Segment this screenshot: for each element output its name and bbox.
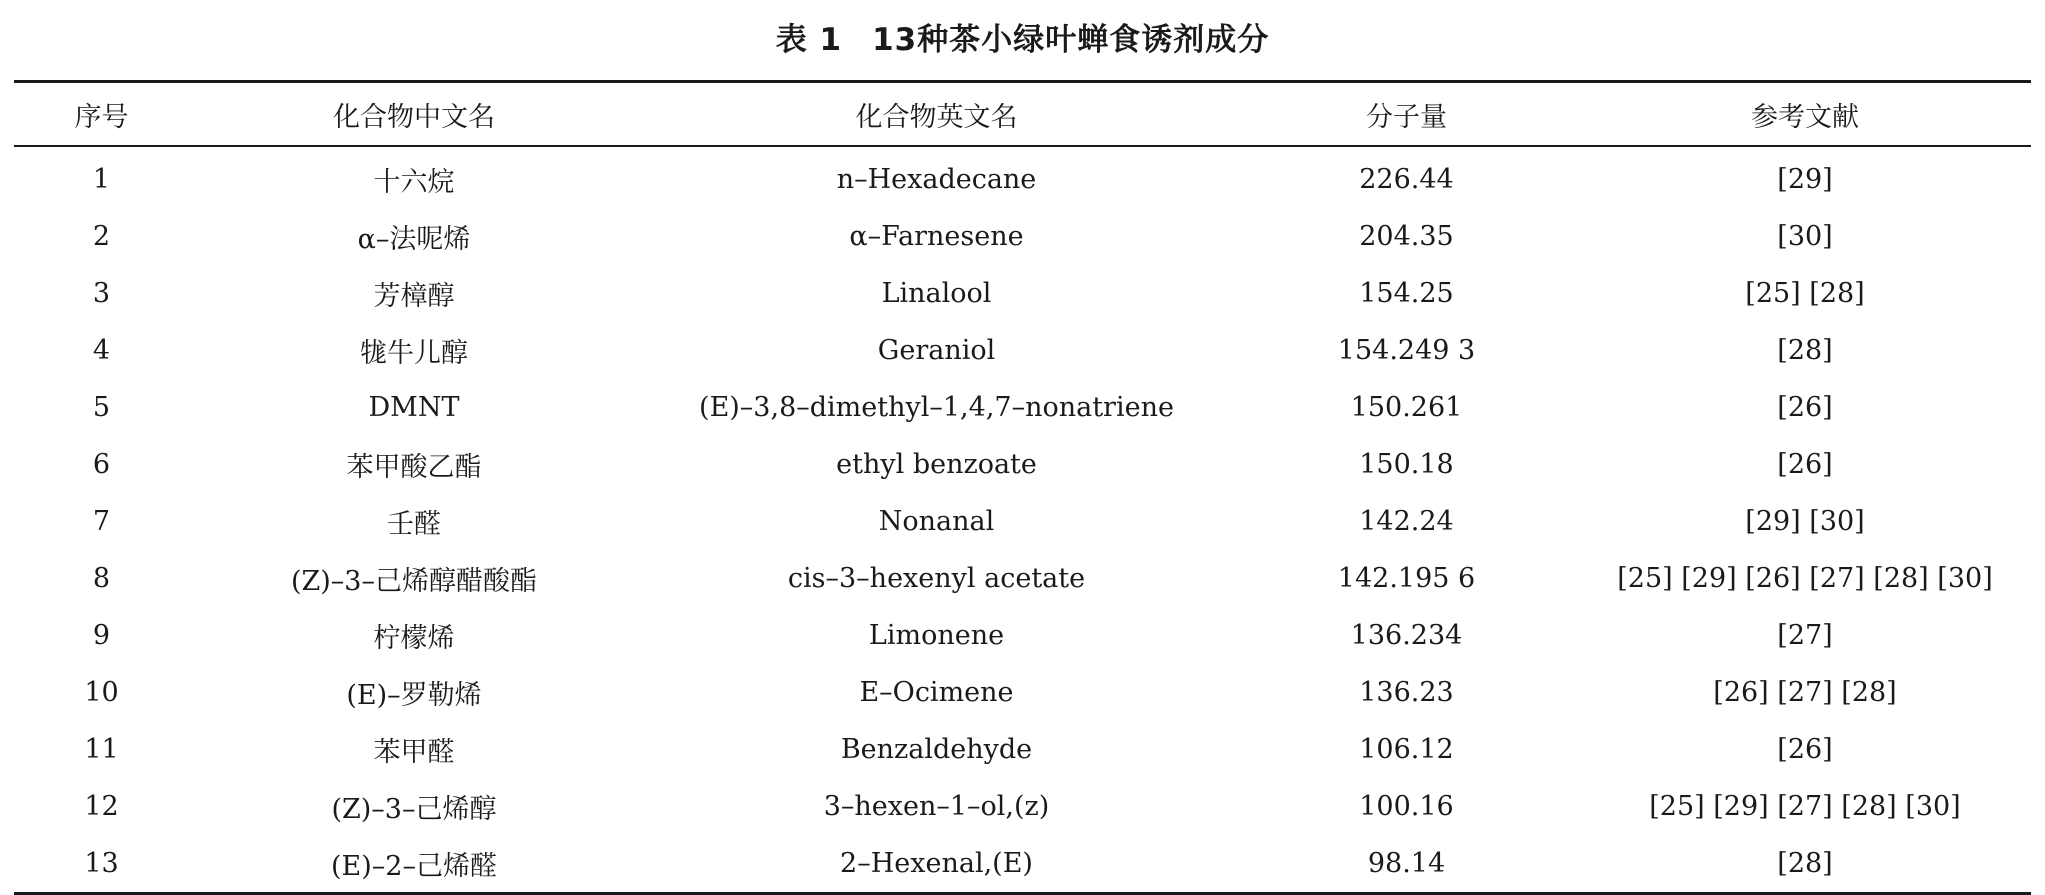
cell-chinese-name: 壬醛: [387, 509, 441, 540]
cell-no: 1: [92, 164, 111, 195]
table-container: [14, 80, 2031, 895]
cell-english-name: Nonanal: [878, 506, 995, 537]
cell-chinese-name: (Z)–3–己烯醇醋酸酯: [290, 566, 537, 597]
table-header: [14, 82, 2031, 147]
table-row: [14, 778, 2031, 835]
cell-no: 9: [92, 620, 111, 651]
cell-molecular-weight: 136.23: [1359, 677, 1454, 708]
cell-chinese-name: (E)–罗勒烯: [346, 680, 482, 711]
cell-references: [26]: [1777, 449, 1833, 480]
cell-chinese-name: DMNT: [368, 392, 460, 423]
header-row: [14, 82, 2031, 147]
cell-references: [27]: [1777, 620, 1833, 651]
cell-no: 12: [84, 791, 119, 822]
table-row: [14, 721, 2031, 778]
cell-english-name: α–Farnesene: [849, 221, 1024, 252]
cell-references: [29]: [1777, 164, 1833, 195]
cell-molecular-weight: 142.195 6: [1337, 563, 1476, 594]
cell-no: 2: [92, 221, 111, 252]
cell-english-name: 3–hexen–1–ol,(z): [823, 791, 1050, 822]
cell-no: 11: [84, 734, 119, 765]
cell-english-name: ethyl benzoate: [836, 449, 1037, 480]
cell-no: 13: [84, 848, 119, 879]
cell-references: [30]: [1777, 221, 1833, 252]
cell-english-name: cis–3–hexenyl acetate: [787, 563, 1086, 594]
cell-chinese-name: 十六烷: [373, 167, 455, 198]
cell-chinese-name: 苯甲醛: [373, 737, 455, 768]
table-caption-title: 13种茶小绿叶蝉食诱剂成分: [872, 22, 1270, 58]
cell-molecular-weight: 98.14: [1367, 848, 1446, 879]
cell-references: [28]: [1777, 848, 1833, 879]
table-row: [14, 436, 2031, 493]
cell-chinese-name: 芳樟醇: [373, 281, 455, 312]
table-row: [14, 322, 2031, 379]
header-cell-english-name: 化合物英文名: [855, 101, 1018, 133]
table-caption: [0, 14, 2045, 66]
cell-chinese-name: 苯甲酸乙酯: [346, 452, 482, 483]
table-row: [14, 379, 2031, 436]
cell-english-name: Limonene: [868, 620, 1005, 651]
cell-chinese-name: (Z)–3–己烯醇: [331, 794, 497, 825]
cell-no: 7: [92, 506, 111, 537]
cell-molecular-weight: 154.25: [1359, 278, 1454, 309]
cell-references: [29] [30]: [1745, 506, 1865, 537]
table-row: [14, 607, 2031, 664]
table-row: [14, 493, 2031, 550]
table-row: [14, 835, 2031, 894]
cell-molecular-weight: 204.35: [1359, 221, 1454, 252]
cell-references: [28]: [1777, 335, 1833, 366]
cell-references: [25] [29] [27] [28] [30]: [1649, 791, 1961, 822]
table-row: [14, 664, 2031, 721]
compound-table: [14, 80, 2031, 895]
cell-english-name: Linalool: [881, 278, 992, 309]
cell-molecular-weight: 136.234: [1350, 620, 1463, 651]
cell-references: [26]: [1777, 392, 1833, 423]
cell-english-name: (E)–3,8–dimethyl–1,4,7–nonatriene: [699, 392, 1174, 423]
cell-english-name: Geraniol: [877, 335, 996, 366]
table-caption-label: 表 1: [775, 22, 843, 58]
cell-chinese-name: 牻牛儿醇: [360, 338, 468, 369]
cell-molecular-weight: 150.261: [1350, 392, 1463, 423]
table-row: [14, 550, 2031, 607]
header-cell-references: 参考文献: [1751, 101, 1859, 133]
cell-molecular-weight: 226.44: [1359, 164, 1454, 195]
cell-molecular-weight: 150.18: [1359, 449, 1454, 480]
table-row: [14, 208, 2031, 265]
cell-english-name: E–Ocimene: [859, 677, 1014, 708]
cell-molecular-weight: 106.12: [1359, 734, 1454, 765]
cell-references: [26]: [1777, 734, 1833, 765]
cell-no: 6: [92, 449, 111, 480]
cell-english-name: 2–Hexenal,(E): [840, 848, 1033, 879]
cell-no: 8: [92, 563, 111, 594]
table-body: [14, 146, 2031, 894]
cell-english-name: Benzaldehyde: [840, 734, 1033, 765]
cell-references: [25] [28]: [1745, 278, 1865, 309]
table-row: [14, 146, 2031, 208]
header-cell-no: 序号: [74, 101, 129, 133]
cell-chinese-name: 柠檬烯: [373, 623, 455, 654]
cell-no: 5: [92, 392, 111, 423]
cell-references: [25] [29] [26] [27] [28] [30]: [1617, 563, 1993, 594]
cell-no: 4: [92, 335, 111, 366]
cell-chinese-name: α–法呢烯: [357, 224, 471, 255]
cell-no: 10: [84, 677, 119, 708]
cell-molecular-weight: 154.249 3: [1337, 335, 1476, 366]
cell-chinese-name: (E)–2–己烯醛: [331, 851, 497, 882]
cell-molecular-weight: 142.24: [1359, 506, 1454, 537]
cell-english-name: n–Hexadecane: [836, 164, 1037, 195]
table-row: [14, 265, 2031, 322]
header-cell-molecular-weight: 分子量: [1366, 101, 1447, 133]
cell-molecular-weight: 100.16: [1359, 791, 1454, 822]
cell-references: [26] [27] [28]: [1713, 677, 1897, 708]
cell-no: 3: [92, 278, 111, 309]
header-cell-chinese-name: 化合物中文名: [333, 101, 495, 133]
